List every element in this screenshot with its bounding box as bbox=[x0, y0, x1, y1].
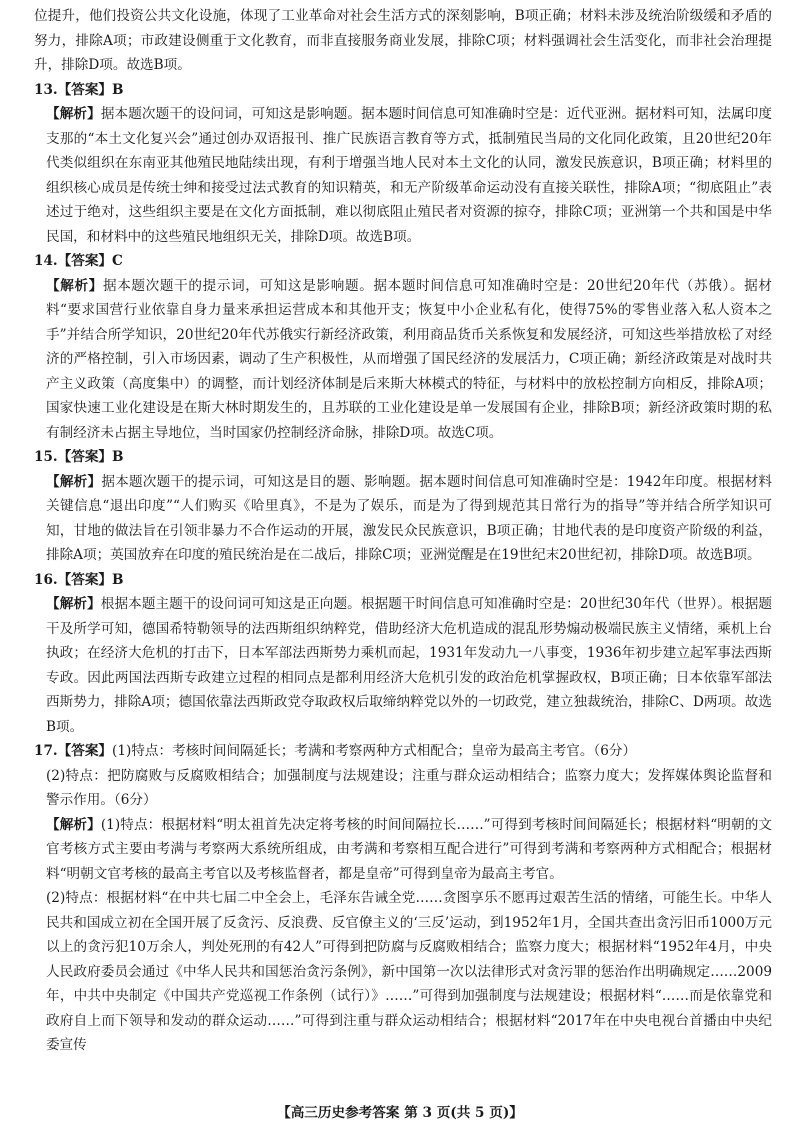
analysis-part-2: (2)特点：根据材料“在中共七届二中全会上，毛泽东告诫全党……贪图享乐不愿再过艰苦生活的情绪，可能生长。中华人民共和国成立初在全国开展了反贪污、反浪费、反官僚主义的‘三反’运动，到1952年1月，全国共查出贪污旧币1000万元以上的贪污犯10万余人，判处死刑的有42人”可得到把防腐与反腐败相结合；监察力度大；根据材料“1952年4月，中央人民政府委员会通过《中华人民共和国惩治贪污条例》，新中国第一次以法律形式对贪污罪的惩治作出明确规定……2009年，中共中央制定《中国共产党巡视工作条例（试行）》……”可得到加强制度与法规建设；根据材料“……而是依靠党和政府自上而下领导和发动的群众运动……”可得到注重与群众运动相结合；根据材料“2017年在中央电视台首播由中央纪委宣传 bbox=[46, 890, 772, 1053]
answer-line bbox=[34, 445, 772, 470]
analysis-tag: 【解析】 bbox=[46, 816, 101, 833]
analysis-text: 据本题次题干的提示词，可知这是目的题、影响题。据本题时间信息可知准确时空是：1942年印度。根据材料关键信息“退出印度”“人们购买《哈里真》，不是为了娱乐，而是为了得到规范其日常行为的指导”等并结合所学知识可知，甘地的做法旨在引领非暴力不合作运动的开展，激发民众民族意识，B项正确；甘地代表的是印度资产阶级的利益，排除A项；英国放弃在印度的殖民统治是在二战后，排除C项；亚洲觉醒是在19世纪末20世纪初，排除D项。故选B项。 bbox=[46, 473, 772, 563]
question-number: 13. bbox=[34, 81, 58, 98]
page-number: 第 3 页(共 5 页)】 bbox=[404, 1105, 523, 1121]
answer-part-2: (2)特点：把防腐败与反腐败相结合；加强制度与法规建设；注重与群众运动相结合；监察力度大；发挥媒体舆论监督和警示作用。（6分） bbox=[46, 767, 772, 808]
footer-title: 【高三历史参考答案 bbox=[277, 1105, 400, 1121]
analysis-tag: 【解析】 bbox=[46, 277, 103, 294]
answer-tag: 【答案】 bbox=[57, 743, 113, 759]
analysis-paragraph bbox=[34, 274, 772, 446]
answer-value: B bbox=[112, 81, 124, 98]
analysis-tag: 【解析】 bbox=[46, 596, 101, 612]
page-footer bbox=[0, 1101, 800, 1121]
analysis-paragraph bbox=[34, 470, 772, 568]
answer-tag: 【答案】 bbox=[57, 253, 113, 269]
answer-tag: 【答案】 bbox=[57, 81, 113, 98]
question-16 bbox=[34, 568, 772, 740]
question-number: 15. bbox=[34, 449, 58, 465]
answer-line bbox=[34, 739, 772, 764]
question-number: 16. bbox=[34, 571, 58, 588]
carryover-paragraph: 位提升，他们投资公共文化设施，体现了工业革命对社会生活方式的深刻影响，B项正确；材料未涉及统治阶级缓和矛盾的努力，排除A项；市政建设侧重于文化教育，而非直接服务商业发展，排除C项；材料强调社会生活变化，而非社会治理提升，排除D项。故选B项。 bbox=[34, 8, 772, 73]
question-number: 17. bbox=[34, 743, 58, 759]
analysis-paragraph bbox=[34, 813, 772, 887]
answer-line bbox=[34, 568, 772, 593]
answer-value: B bbox=[112, 449, 124, 465]
question-14 bbox=[34, 249, 772, 445]
analysis-part-1: (1)特点：根据材料“明太祖首先决定将考核的时间间隔拉长……”可得到考核时间间隔延长；根据材料“明朝的文官考核方式主要由考满与考察两大系统所组成，由考满和考察相互配合进行”可得到考满和考察两种方式相配合；根据材料“明朝文官考核的最高主考官以及考核监督者，都是皇帝”可得到皇帝为最高主考官。 bbox=[46, 816, 773, 882]
analysis-paragraph bbox=[34, 592, 772, 739]
question-number: 14. bbox=[34, 253, 58, 269]
question-17 bbox=[34, 739, 772, 1058]
analysis-text: 据本题次题干的设问词，可知这是影响题。据本题时间信息可知准确时空是：近代亚洲。据材料可知，法属印度支那的“本土文化复兴会”通过创办双语报刊、推广民族语言教育等方式，抵制殖民当局的文化同化政策，且20世纪20年代类似组织在东南亚其他殖民地陆续出现，有利于增强当地人民对本土文化的认同，激发民族意识，B项正确；材料里的组织核心成员是传统士绅和接受过法式教育的知识精英，和无产阶级革命运动没有直接关联性，排除A项；“彻底阻止”表述过于绝对，这些组织主要是在文化方面抵制，难以彻底阻止殖民者对资源的掠夺，排除C项；亚洲第一个共和国是中华民国，和材料中的这些殖民地组织无关，排除D项。故选B项。 bbox=[46, 106, 773, 245]
analysis-tag: 【解析】 bbox=[46, 106, 101, 122]
answer-tag: 【答案】 bbox=[57, 571, 113, 588]
question-15 bbox=[34, 445, 772, 568]
analysis-paragraph bbox=[34, 102, 772, 249]
answer-line bbox=[34, 78, 772, 103]
question-13 bbox=[34, 78, 772, 250]
answer-tag: 【答案】 bbox=[57, 449, 113, 465]
analysis-text: 据本题次题干的提示词，可知这是影响题。据本题时间信息可知准确时空是：20世纪20年代（苏俄）。据材料“要求国营行业依靠自身力量来承担运营成本和其他开支；恢复中小企业私有化，使得75%的零售业落入私人资本之手”并结合所学知识，20世纪20年代苏俄实行新经济政策，利用商品货币关系恢复和发展经济，可知这些举措放松了对经济的严格控制，引入市场因素，调动了生产积极性，从而增强了国民经济的发展活力，C项正确；新经济政策是对战时共产主义政策（高度集中）的调整，而计划经济体制是后来斯大林模式的特征，与材料中的放松控制方向相反，排除A项；国家快速工业化建设是在斯大林时期发生的，且苏联的工业化建设是单一发展国有企业，排除B项；新经济政策时期的私有制经济未占据主导地位，当时国家仍控制经济命脉，排除D项。故选C项。 bbox=[46, 277, 773, 441]
answer-line bbox=[34, 249, 772, 274]
analysis-tag: 【解析】 bbox=[46, 473, 102, 490]
answer-value: C bbox=[112, 253, 123, 269]
document-page bbox=[34, 4, 772, 1058]
analysis-text: 根据本题主题干的设问词可知这是正向题。根据题干时间信息可知准确时空是：20世纪30年代（世界）。根据题干及所学可知，德国希特勒领导的法西斯组织纳粹党，借助经济大危机造成的混乱形势煽动极端民族主义情绪，乘机上台执政；在经济大危机的打击下，日本军部法西斯势力乘机而起，1931年发动九一八事变，1936年初步建立起军事法西斯专政。因此两国法西斯专政建立过程的相同点是都利用经济大危机引发的政治危机掌握政权，B项正确；日本依靠军部法西斯势力，排除A项；德国依靠法西斯政党夺取政权后取缔纳粹党以外的一切政党，建立独裁统治，排除C、D两项。故选B项。 bbox=[46, 596, 773, 735]
answer-part-1: (1)特点：考核时间间隔延长；考满和考察两种方式相配合；皇帝为最高主考官。（6分） bbox=[112, 743, 637, 759]
answer-value: B bbox=[112, 571, 124, 588]
